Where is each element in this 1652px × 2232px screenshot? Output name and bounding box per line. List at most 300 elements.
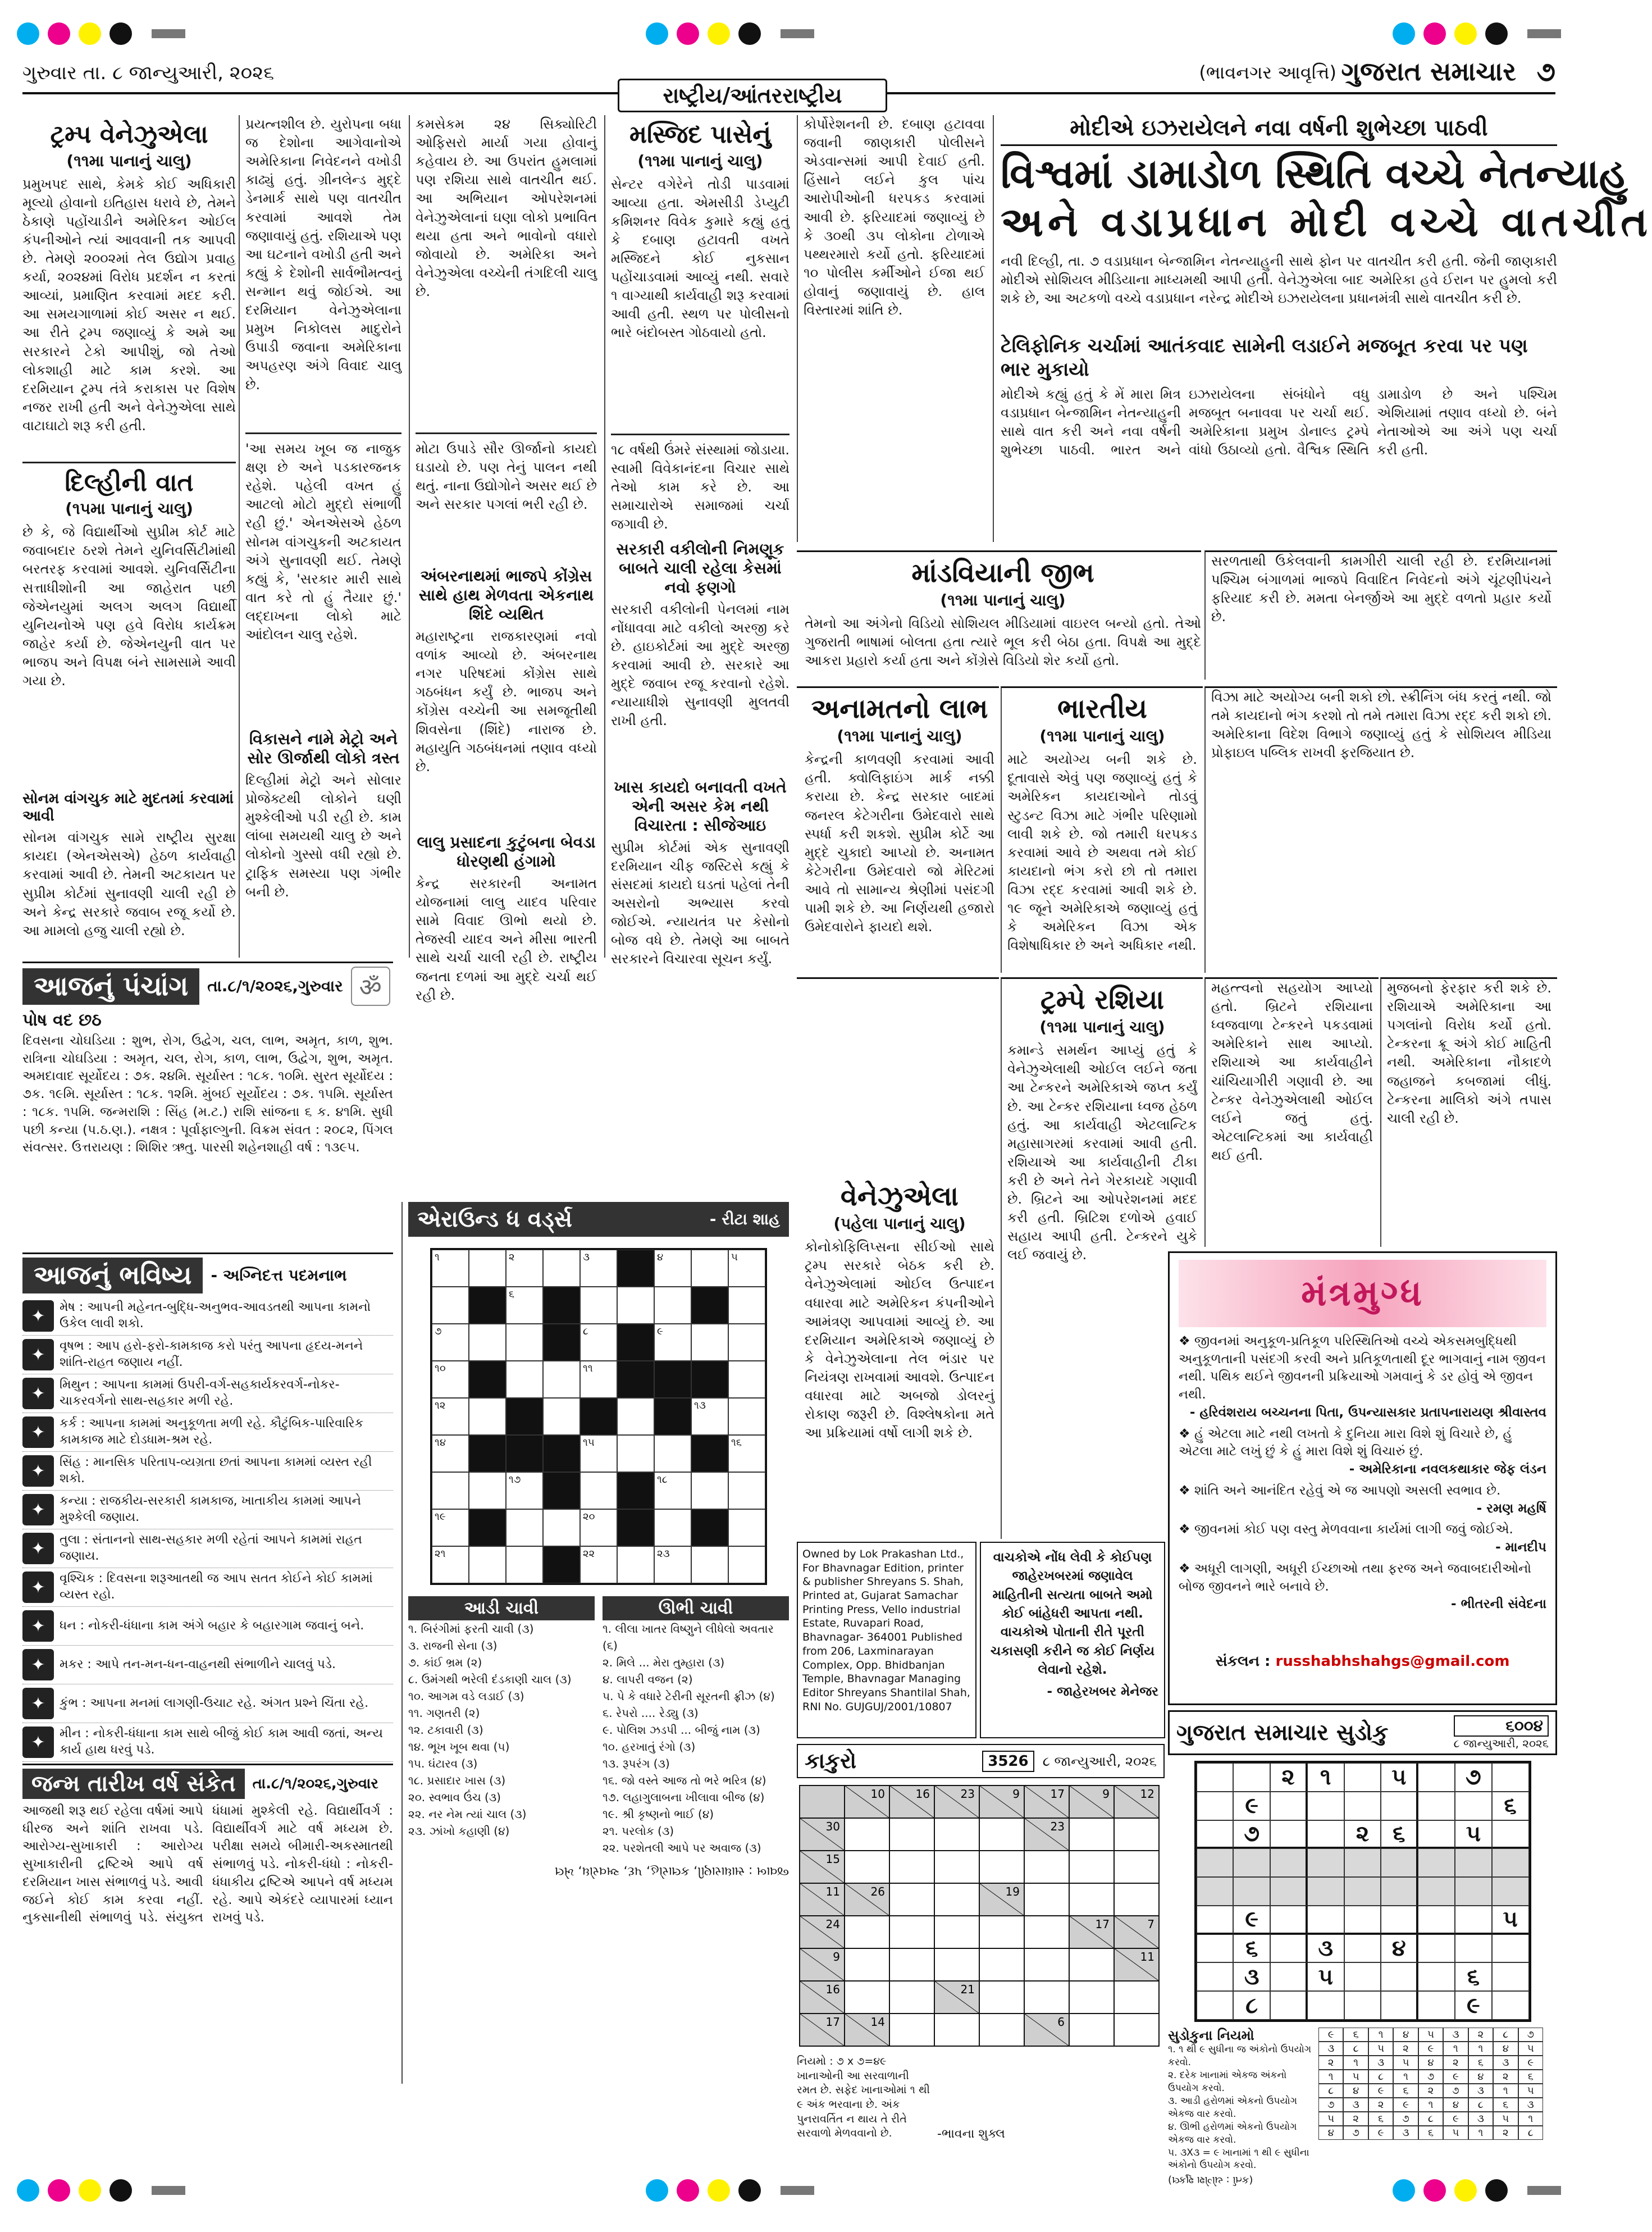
registration-dot	[677, 2179, 699, 2202]
solution-cell: ૯	[1443, 2112, 1468, 2126]
sudoku-cell[interactable]	[1197, 1991, 1234, 2020]
crossword-cell[interactable]	[691, 1324, 728, 1361]
kakuro-cell[interactable]	[934, 1948, 979, 1981]
kakuro-clue: 7	[1147, 1917, 1154, 1931]
sudoku-cell[interactable]: ૬	[1381, 1820, 1418, 1849]
crossword-cell[interactable]	[728, 1435, 765, 1472]
kakuro-cell[interactable]	[889, 1948, 934, 1981]
sudoku-cell[interactable]	[1270, 1848, 1307, 1877]
sudoku-cell[interactable]	[1307, 1877, 1344, 1906]
rule-item: ૪. ઊભી હરોળમાં એકનો ઉપયોગ એકજ વાર કરવો.	[1168, 2121, 1297, 2146]
sudoku-cell[interactable]: ૬	[1492, 1792, 1529, 1820]
crossword-block	[617, 1361, 654, 1398]
kakuro-cell[interactable]	[845, 1916, 889, 1948]
crossword-cell[interactable]	[543, 1361, 580, 1398]
sudoku-cell[interactable]	[1270, 1991, 1307, 2020]
crossword-cell[interactable]	[543, 1509, 580, 1546]
zodiac-icon: ✦	[22, 1533, 54, 1564]
subheadline: સરકારી વકીલોની નિમણૂક બાબતે ચાલી રહેલા કેસમાં નવો ફણગો	[616, 539, 784, 596]
sudoku-cell[interactable]: ૯	[1455, 1991, 1492, 2020]
sudoku-cell[interactable]: ૯	[1233, 1906, 1270, 1934]
quote-author: - માનદીપ	[1495, 1540, 1546, 1555]
kakuro-cell[interactable]	[1069, 2014, 1114, 2046]
horoscope-item	[22, 1336, 393, 1374]
solution-cell: ૧	[1318, 2070, 1343, 2084]
kakuro-cell[interactable]	[1114, 1883, 1159, 1916]
zodiac-icon: ✦	[22, 1494, 54, 1525]
kakuro-clue: 17	[1095, 1917, 1110, 1931]
crossword-cell[interactable]	[654, 1435, 691, 1472]
sudoku-cell[interactable]	[1418, 1934, 1455, 1963]
across-clues	[408, 1620, 595, 1839]
sudoku-cell[interactable]	[1381, 1962, 1418, 1991]
kakuro-cell[interactable]	[1114, 2014, 1159, 2046]
crossword-cell[interactable]	[691, 1546, 728, 1583]
kakuro-cell[interactable]	[979, 1981, 1024, 2014]
crossword-block	[506, 1435, 543, 1472]
kakuro-cell[interactable]	[1024, 1851, 1069, 1883]
sudoku-cell[interactable]: ૫	[1381, 1763, 1418, 1792]
section-title: રાષ્ટ્રીય/આંતરરાષ્ટ્રીય	[618, 79, 887, 112]
solution-cell: ૬	[1493, 2098, 1518, 2112]
sudoku-cell[interactable]: ૪	[1381, 1934, 1418, 1963]
sudoku-cell[interactable]	[1418, 1991, 1455, 2020]
kakuro-cell[interactable]	[979, 1916, 1024, 1948]
sudoku-cell[interactable]: ૭	[1233, 1820, 1270, 1849]
sudoku-cell[interactable]	[1418, 1820, 1455, 1849]
zodiac-icon: ✦	[22, 1649, 54, 1680]
sudoku-cell[interactable]	[1270, 1906, 1307, 1934]
kakuro-cell[interactable]	[979, 1948, 1024, 1981]
sudoku-cell[interactable]	[1492, 1934, 1529, 1963]
sudoku-cell[interactable]: ૨	[1344, 1820, 1381, 1849]
crossword-cell[interactable]	[728, 1472, 765, 1509]
clue-item: ૬. રેપરો .... રેડ્યુ (૩)	[603, 1706, 699, 1720]
kakuro-cell[interactable]	[1069, 1981, 1114, 2014]
kakuro-cell[interactable]	[934, 2014, 979, 2046]
sudoku-cell[interactable]: ૫	[1307, 1962, 1344, 1991]
crossword-cell[interactable]	[728, 1546, 765, 1583]
solution-cell: ૯	[1393, 2098, 1418, 2112]
crossword-cell[interactable]	[506, 1361, 543, 1398]
sudoku-cell[interactable]	[1381, 1792, 1418, 1820]
crossword-cell[interactable]	[469, 1546, 506, 1583]
zodiac-icon: ✦	[22, 1339, 54, 1370]
sudoku-cell[interactable]	[1381, 1848, 1418, 1877]
crossword-cell[interactable]	[580, 1435, 617, 1472]
sudoku-cell[interactable]	[1307, 1792, 1344, 1820]
solution-cell: ૪	[1418, 2056, 1443, 2070]
registration-dot	[48, 2179, 70, 2202]
kakuro-cell[interactable]	[889, 1981, 934, 2014]
kakuro-cell[interactable]	[889, 1851, 934, 1883]
kakuro-box	[797, 1744, 1165, 2160]
continued-label: (પહેલા પાનાનું ચાલુ)	[833, 1214, 966, 1233]
sudoku-cell[interactable]	[1492, 1991, 1529, 2020]
crossword-cell[interactable]	[728, 1398, 765, 1435]
kakuro-cell[interactable]	[1024, 1916, 1069, 1948]
solution-cell: ૩	[1343, 2098, 1368, 2112]
sudoku-grid	[1194, 1761, 1531, 2022]
crossword-cell[interactable]	[506, 1546, 543, 1583]
crossword-block	[543, 1287, 580, 1324]
crossword-cell[interactable]	[469, 1472, 506, 1509]
clue-item: ૧૭. લહાગુલાબના ખીલાવા બીજ (૪)	[603, 1791, 765, 1804]
sudoku-cell[interactable]	[1381, 1877, 1418, 1906]
sudoku-cell[interactable]	[1233, 1877, 1270, 1906]
crossword-cell[interactable]	[543, 1398, 580, 1435]
sudoku-cell[interactable]	[1492, 1763, 1529, 1792]
registration-dot	[79, 22, 101, 45]
sudoku-rules	[1168, 2043, 1314, 2172]
crossword-cell[interactable]	[617, 1287, 654, 1324]
rule-item: ૩. આડી હરોળમાં એકનો ઉપયોગ એકજ વાર કરવો.	[1168, 2095, 1298, 2120]
horoscope-text: વૃશ્ચિક : દિવસના શરૂઆતથી જ આપ સતત કોઈને કોઈ કામમાં વ્યસ્ત રહો.	[60, 1571, 373, 1602]
crossword-cell[interactable]	[617, 1435, 654, 1472]
solution-cell: ૮	[1318, 2084, 1343, 2098]
sudoku-cell[interactable]: ૫	[1492, 1906, 1529, 1934]
zodiac-icon: ✦	[22, 1571, 54, 1603]
article-body: મુજબનો ફેરફાર કરી શકે છે. રશિયાએ અમેરિકાના આ પગલાંનો વિરોધ કર્યો હતો. ટેન્કરના ક્રૂ અંગે કોઈ માહિતી નથી. અમેરિકાના નૌકાદળે જહાજને કબજામાં લીધું. ટેન્કરના માલિકો અંગે તપાસ ચાલી રહી છે.	[1387, 980, 1551, 1126]
sudoku-cell[interactable]	[1418, 1848, 1455, 1877]
article-body: વિઝા માટે અયોગ્ય બની શકો છો. સ્ક્રીનિંગ બંધ કરતું નથી. જો તમે કાયદાનો ભંગ કરશો તો તમે તમારા વિઝા રદ્દ કરી શકો છો. અમેરિકાના વિદેશ વિભાગે જણાવ્યું હતું કે સોશિયલ મીડિયા પ્રોફાઇલ પબ્લિક રાખવી ફરજિયાત છે.	[1211, 689, 1551, 761]
sudoku-cell[interactable]	[1344, 1848, 1381, 1877]
clue-number: ૩	[583, 1251, 590, 1263]
clue-item: ૧૦. હરખાતું રંગો (૩)	[603, 1740, 696, 1753]
crossword-cell[interactable]	[580, 1509, 617, 1546]
panchang-box	[22, 962, 393, 1248]
sudoku-cell[interactable]: ૩	[1233, 1962, 1270, 1991]
crossword-cell[interactable]	[654, 1324, 691, 1361]
sudoku-cell[interactable]	[1344, 1906, 1381, 1934]
crossword-cell[interactable]	[654, 1250, 691, 1287]
sudoku-cell[interactable]	[1233, 1763, 1270, 1792]
sudoku-cell[interactable]	[1344, 1962, 1381, 1991]
sudoku-cell[interactable]	[1233, 1848, 1270, 1877]
crossword-cell[interactable]	[506, 1509, 543, 1546]
sudoku-cell[interactable]: ૭	[1455, 1763, 1492, 1792]
crossword-cell[interactable]	[543, 1250, 580, 1287]
sudoku-cell[interactable]: ૬	[1455, 1962, 1492, 1991]
sudoku-cell[interactable]: ૮	[1233, 1991, 1270, 2020]
crossword-cell[interactable]	[432, 1361, 469, 1398]
crossword-cell[interactable]	[691, 1472, 728, 1509]
zodiac-icon: ✦	[22, 1378, 54, 1409]
sudoku-cell[interactable]	[1270, 1877, 1307, 1906]
kakuro-cell[interactable]	[845, 1818, 889, 1851]
kakuro-cell[interactable]	[934, 1883, 979, 1916]
registration-dot	[646, 22, 668, 45]
solution-cell: ૫	[1493, 2112, 1518, 2126]
contact-email[interactable]: russhabhshahgs@gmail.com	[1275, 1653, 1510, 1670]
crossword-cell[interactable]	[432, 1472, 469, 1509]
registration-dot	[17, 2179, 39, 2202]
crossword-cell[interactable]	[506, 1250, 543, 1287]
clue-number: ૮	[583, 1325, 588, 1337]
article-body: સરળતાથી ઉકેલવાની કામગીરી ચાલી રહી છે. દરમિયાનમાં પશ્ચિમ બંગાળમાં ભાજપે વિવાદિત નિવેદનો અંગે ચૂંટણીપંચને ફરિયાદ કરી છે. મમતા બેનર્જીએ આ મુદ્દે વળતો પ્રહાર કર્યો છે.	[1211, 553, 1551, 625]
registration-dot	[1423, 22, 1446, 45]
crossword-cell[interactable]	[432, 1398, 469, 1435]
subheadline: ટેલિફોનિક ચર્ચામાં આતંકવાદ સામેની લડાઈને મજબૂત કરવા પર પણ ભાર મુકાયો	[1001, 334, 1528, 381]
quote-text: ❖ જીવનમાં અનુકૂળ-પ્રતિકૂળ પરિસ્થિતિઓ વચ્ચે એકસમબુદ્ધિથી અનુકૂળતાની પસંદગી કરવી અને પ્રતિકૂળતાથી દૂર ભાગવાનું નામ જીવન નથી. પથિક થઈને જીવનની પ્રક્રિયાઓ ગમવાનું કે ડર હોવું એ જીવન નથી.	[1179, 1334, 1546, 1402]
sudoku-cell[interactable]	[1455, 1877, 1492, 1906]
kakuro-cell[interactable]	[889, 1883, 934, 1916]
crossword-cell[interactable]	[728, 1287, 765, 1324]
kakuro-clue: 6	[1057, 2015, 1065, 2029]
solution-cell: ૫	[1518, 2084, 1543, 2098]
crossword-cell[interactable]	[432, 1250, 469, 1287]
kakuro-cell[interactable]	[889, 1818, 934, 1851]
sudoku-cell[interactable]: ૬	[1233, 1934, 1270, 1963]
sudoku-cell[interactable]	[1381, 1991, 1418, 2020]
clue-number: ૧૮	[657, 1474, 668, 1486]
kakuro-clue: 12	[1140, 1787, 1154, 1801]
sudoku-cell[interactable]: ૯	[1233, 1792, 1270, 1820]
contact-line: સંકલન : russhabhshahgs@gmail.com	[1215, 1653, 1510, 1670]
continued-label: (૧૧મા પાનાનું ચાલુ)	[837, 727, 962, 746]
kakuro-cell[interactable]	[1114, 1851, 1159, 1883]
clue-item: ૧. બિરંગીમાં ફરતી ચાવી (૩)	[408, 1622, 534, 1636]
sudoku-cell[interactable]	[1418, 1962, 1455, 1991]
crossword-cell[interactable]	[506, 1324, 543, 1361]
sudoku-cell[interactable]: ૨	[1270, 1763, 1307, 1792]
quote-author: - હરિવંશરાય બચ્ચનના પિતા, ઉપન્યાસકાર પ્રતાપનારાયણ શ્રીવાસ્તવ	[1189, 1405, 1546, 1420]
kakuro-cell[interactable]	[1069, 1851, 1114, 1883]
quote-text: ❖ શાંતિ અને આનંદિત રહેવું એ જ આપણો અસલી સ્વભાવ છે.	[1179, 1483, 1501, 1498]
article-title: દિલ્હીની વાત	[65, 468, 194, 497]
crossword-cell[interactable]	[654, 1546, 691, 1583]
kakuro-cell[interactable]	[979, 1851, 1024, 1883]
headline: અને વડાપ્રધાન મોદી વચ્ચે વાતચીત	[1001, 198, 1652, 246]
crossword-cell[interactable]	[728, 1361, 765, 1398]
crossword-cell[interactable]	[580, 1287, 617, 1324]
crossword-cell[interactable]	[654, 1509, 691, 1546]
article-body: મોટા ઉપાડે સૌર ઊર્જાનો કાયદો ઘડાયો છે. પણ તેનું પાલન નથી થતું. નાના ઉદ્યોગોને અસર થઈ છે અને સરકાર પગલાં ભરી રહી છે.	[416, 441, 597, 513]
horoscope-item	[22, 1684, 393, 1723]
solution-cell: ૩	[1318, 2042, 1343, 2056]
solution-cell: ૪	[1318, 2126, 1343, 2140]
crossword-cell[interactable]	[432, 1435, 469, 1472]
kakuro-clue: 14	[870, 2015, 885, 2029]
crossword-cell[interactable]	[580, 1546, 617, 1583]
kakuro-clue: 21	[960, 1983, 975, 1996]
clue-item: ૮. ઉમંગથી ભરેલી દંડકાણી ચાલ (૩)	[408, 1673, 572, 1686]
kakuro-cell[interactable]	[1114, 1981, 1159, 2014]
kakuro-cell[interactable]	[979, 1818, 1024, 1851]
crossword-cell[interactable]	[580, 1472, 617, 1509]
crossword-cell[interactable]	[617, 1398, 654, 1435]
kakuro-cell[interactable]	[889, 2014, 934, 2046]
crossword-cell[interactable]	[580, 1250, 617, 1287]
sudoku-cell[interactable]	[1197, 1906, 1234, 1934]
clue-item: ૨. મિલે ... મેરા તુમ્હારા (૩)	[603, 1656, 725, 1669]
sudoku-cell[interactable]	[1492, 1962, 1529, 1991]
kakuro-cell[interactable]	[845, 1948, 889, 1981]
sudoku-cell[interactable]	[1381, 1906, 1418, 1934]
article-body: સોનમ વાંગચુક સામે રાષ્ટ્રીય સુરક્ષા કાયદા (એનએસએ) હેઠળ કાર્યવાહી કરવામાં આવી છે. તેમની અટકાયત પર સુપ્રીમ કોર્ટમાં સુનાવણી ચાલી રહી છે અને કેન્દ્ર સરકારે જવાબ રજૂ કર્યો છે. આ મામલો હજુ ચાલી રહ્યો છે.	[22, 830, 236, 939]
sudoku-cell[interactable]	[1344, 1763, 1381, 1792]
kakuro-cell[interactable]	[1069, 1883, 1114, 1916]
solution-cell: ૯	[1418, 2042, 1443, 2056]
solution-cell: ૯	[1368, 2126, 1393, 2140]
sudoku-cell[interactable]: ૫	[1455, 1820, 1492, 1849]
sudoku-cell[interactable]	[1344, 1877, 1381, 1906]
crossword-cell[interactable]	[469, 1324, 506, 1361]
sudoku-cell[interactable]	[1344, 1934, 1381, 1963]
solution-cell: ૪	[1468, 2070, 1493, 2084]
sudoku-cell[interactable]	[1344, 1991, 1381, 2020]
registration-dot	[109, 2179, 132, 2202]
crossword-block	[469, 1287, 506, 1324]
registration-bar	[152, 29, 185, 38]
crossword-cell[interactable]	[654, 1287, 691, 1324]
sudoku-cell[interactable]	[1492, 1877, 1529, 1906]
sudoku-cell[interactable]	[1418, 1877, 1455, 1906]
crossword-block	[580, 1398, 617, 1435]
crossword-grid	[430, 1248, 767, 1585]
sudoku-cell[interactable]	[1307, 1991, 1344, 2020]
crossword-cell[interactable]	[432, 1324, 469, 1361]
clue-item: ૧૨. ટકાવારી (૩)	[408, 1723, 483, 1737]
article-body: કેન્દ્રની કાળવણી કરવામાં આવી હતી. ક્વોલિફાઇંગ માર્ક નક્કી કરાયા છે. કેન્દ્ર સરકાર બાદમાં જનરલ કેટેગરીના ઉમેદવારો સાથે સ્પર્ધા કરી શકશે. સુપ્રીમ કોર્ટે આ મુદ્દે ચુકાદો આપ્યો છે. અનામત કેટેગરીના ઉમેદવારો જો મેરિટમાં આવે તો સામાન્ય શ્રેણીમાં પસંદગી પામી શકે છે. આ નિર્ણયથી હજારો ઉમેદવારોને ફાયદો થશે.	[805, 751, 994, 935]
sudoku-cell[interactable]	[1418, 1906, 1455, 1934]
crossword-cell[interactable]	[728, 1509, 765, 1546]
sudoku-cell[interactable]	[1455, 1848, 1492, 1877]
sudoku-cell[interactable]	[1455, 1906, 1492, 1934]
solution-cell: ૫	[1368, 2042, 1393, 2056]
kakuro-number: 3526	[982, 1751, 1034, 1772]
bhavishya-title: આજનું ભવિષ્ય	[22, 1258, 203, 1293]
solution-cell: ૧	[1343, 2056, 1368, 2070]
crossword-cell[interactable]	[432, 1546, 469, 1583]
sudoku-cell[interactable]	[1270, 1934, 1307, 1963]
horoscope-item	[22, 1646, 393, 1684]
registration-dot	[738, 22, 761, 45]
sudoku-cell[interactable]	[1197, 1820, 1234, 1849]
crossword-cell[interactable]	[617, 1546, 654, 1583]
sudoku-cell[interactable]	[1344, 1792, 1381, 1820]
edition-label: (ભાવનગર આવૃત્તિ)	[1199, 62, 1336, 83]
kakuro-cell[interactable]	[1069, 1948, 1114, 1981]
horoscope-item	[22, 1723, 393, 1762]
sudoku-cell[interactable]	[1197, 1934, 1234, 1963]
sudoku-cell[interactable]: ૧	[1307, 1763, 1344, 1792]
crossword-cell[interactable]	[691, 1250, 728, 1287]
sudoku-cell[interactable]	[1307, 1820, 1344, 1849]
mandviya-article	[797, 550, 1201, 680]
crossword-cell[interactable]	[654, 1472, 691, 1509]
continued-label: (૧૧મા પાનાનું ચાલુ)	[940, 591, 1066, 610]
sudoku-cell[interactable]	[1418, 1792, 1455, 1820]
solution-cell: ૭	[1318, 2098, 1343, 2112]
solution-cell: ૩	[1493, 2056, 1518, 2070]
kakuro-cell[interactable]	[1024, 1948, 1069, 1981]
sudoku-cell[interactable]	[1418, 1763, 1455, 1792]
horoscope-item	[22, 1413, 393, 1452]
clue-number: ૨૨	[583, 1548, 595, 1560]
solution-cell: ૩	[1393, 2126, 1418, 2140]
kakuro-cell[interactable]	[934, 1851, 979, 1883]
crossword-cell[interactable]	[432, 1509, 469, 1546]
sudoku-cell[interactable]	[1270, 1820, 1307, 1849]
sudoku-cell[interactable]	[1270, 1962, 1307, 1991]
sudoku-cell[interactable]	[1197, 1763, 1234, 1792]
venezuela-article	[797, 977, 999, 1539]
registration-dot	[1393, 22, 1415, 45]
sudoku-cell[interactable]	[1492, 1848, 1529, 1877]
sudoku-cell[interactable]	[1307, 1848, 1344, 1877]
sudoku-cell[interactable]	[1307, 1906, 1344, 1934]
janma-box	[22, 1764, 393, 2084]
crossword-cell[interactable]	[580, 1361, 617, 1398]
sudoku-cell[interactable]: ૩	[1307, 1934, 1344, 1963]
zodiac-icon: ✦	[22, 1610, 54, 1642]
crossword-cell[interactable]	[469, 1250, 506, 1287]
crossword-block	[691, 1509, 728, 1546]
clue-item: ૭. કાંઈ ભ્રમ (૨)	[408, 1656, 482, 1669]
clue-item: ૧૮. પ્રસાદાર ખાસ (૩)	[408, 1774, 506, 1787]
kakuro-cell[interactable]	[1024, 1883, 1069, 1916]
sudoku-cell[interactable]	[1197, 1792, 1234, 1820]
kakuro-cell[interactable]	[934, 1916, 979, 1948]
sudoku-cell[interactable]	[1197, 1877, 1234, 1906]
solution-cell: ૬	[1368, 2112, 1393, 2126]
registration-bar	[781, 29, 814, 38]
crossword-cell[interactable]	[506, 1472, 543, 1509]
sudoku-cell[interactable]	[1455, 1934, 1492, 1963]
crossword-cell[interactable]	[469, 1398, 506, 1435]
crossword-cell[interactable]	[728, 1324, 765, 1361]
crossword-cell[interactable]	[580, 1324, 617, 1361]
horoscope-item	[22, 1297, 393, 1336]
clue-number: ૧૯	[435, 1511, 446, 1523]
solution-cell: ૭	[1518, 2028, 1543, 2042]
crossword-cell[interactable]	[728, 1250, 765, 1287]
issue-date: ગુરુવાર તા. ૮ જાન્યુઆરી, ૨૦૨૬	[22, 62, 275, 84]
clue-item: ૨૩. ઝાંખો કહાણી (૪)	[408, 1824, 510, 1838]
solution-cell: ૨	[1318, 2056, 1343, 2070]
clue-number: ૧૬	[731, 1437, 742, 1448]
crossword-block	[543, 1472, 580, 1509]
sudoku-cell[interactable]	[1197, 1962, 1234, 1991]
rule-item: ૨. દરેક ખાનામાં એકજ અંકનો ઉપયોગ કરવો.	[1168, 2069, 1287, 2094]
kakuro-cell[interactable]	[1114, 1818, 1159, 1851]
kakuro-cell[interactable]	[1069, 1818, 1114, 1851]
sudoku-cell[interactable]	[1455, 1792, 1492, 1820]
kakuro-cell[interactable]	[889, 1916, 934, 1948]
kakuro-cell[interactable]	[845, 1981, 889, 2014]
kakuro-cell[interactable]	[979, 2014, 1024, 2046]
solution-cell: ૫	[1443, 2126, 1468, 2140]
sudoku-cell[interactable]	[1270, 1792, 1307, 1820]
column-police	[797, 115, 991, 542]
crossword-block	[691, 1435, 728, 1472]
crossword-cell[interactable]	[506, 1287, 543, 1324]
kakuro-cell[interactable]	[845, 1851, 889, 1883]
kakuro-clue: 26	[870, 1885, 885, 1898]
kakuro-cell[interactable]	[1024, 1981, 1069, 2014]
clue-item: ૯. પોલિશ ઝડપી ... બીજું નામ (૩)	[603, 1723, 760, 1737]
crossword-cell[interactable]	[691, 1398, 728, 1435]
kakuro-cell[interactable]	[934, 1818, 979, 1851]
sudoku-cell[interactable]	[1492, 1820, 1529, 1849]
clue-item: ૫. પે કે વધારે ટેરીની સૂરતની ફ્રીઝ (૪)	[603, 1689, 775, 1703]
sudoku-cell[interactable]	[1197, 1848, 1234, 1877]
subheadline: અંબરનાથમાં ભાજપે કોંગ્રેસ સાથે હાથ મેળવતા એકનાથ શિંદે વ્યથિત	[418, 567, 594, 623]
article-body: ૧૮ વર્ષથી ઉંમરે સંસ્થામાં જોડાયા. સ્વામી વિવેકાનંદના વિચાર સાથે તેઓ કામ કરે છે. આ સમાચારોએ સમાજમાં ચર્ચા જગાવી છે.	[611, 441, 790, 532]
continued-label: (૧૧મા પાનાનું ચાલુ)	[1039, 727, 1165, 746]
crossword-cell[interactable]	[432, 1287, 469, 1324]
